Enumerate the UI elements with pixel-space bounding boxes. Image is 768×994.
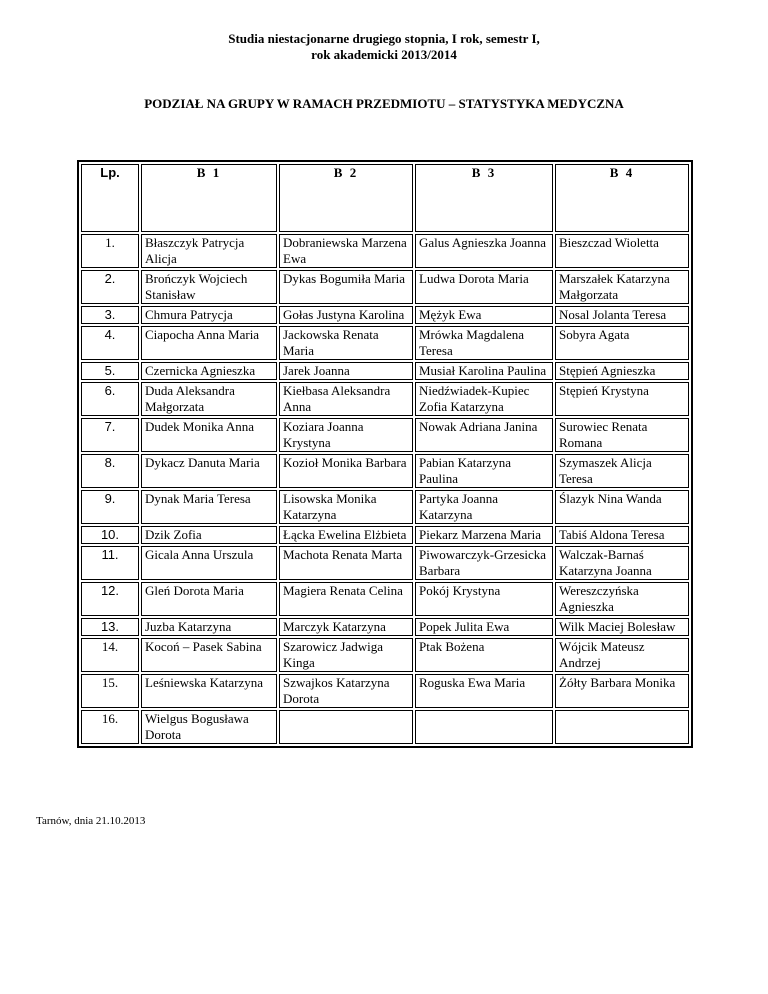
table-row	[81, 526, 689, 544]
group-b1-cell: Leśniewska Katarzyna	[141, 674, 277, 708]
row-number: 16.	[81, 710, 139, 744]
group-b2-cell: Dykas Bogumiła Maria	[279, 270, 413, 304]
group-b3-cell: Popek Julita Ewa	[415, 618, 553, 636]
group-b3-cell: Galus Agnieszka Joanna	[415, 234, 553, 268]
group-b4-cell: Nosal Jolanta Teresa	[555, 306, 689, 324]
group-b4-cell: Marszałek Katarzyna Małgorzata	[555, 270, 689, 304]
group-b3-cell: Pabian Katarzyna Paulina	[415, 454, 553, 488]
document-subtitle: PODZIAŁ NA GRUPY W RAMACH PRZEDMIOTU – STATYSTYKA MEDYCZNA	[144, 96, 624, 111]
group-b1-cell: Błaszczyk Patrycja Alicja	[141, 234, 277, 268]
row-number: 10.	[81, 526, 139, 544]
group-b2-cell: Kozioł Monika Barbara	[279, 454, 413, 488]
table-row	[81, 582, 689, 616]
row-number: 7.	[81, 418, 139, 452]
row-number: 2.	[81, 270, 139, 304]
table-row	[81, 382, 689, 416]
group-b1-cell: Ciapocha Anna Maria	[141, 326, 277, 360]
row-number: 11.	[81, 546, 139, 580]
column-header-b3: B 3	[415, 164, 553, 232]
group-b2-cell: Jackowska Renata Maria	[279, 326, 413, 360]
group-b3-cell: Pokój Krystyna	[415, 582, 553, 616]
table-header-row	[81, 164, 689, 232]
column-header-b4: B 4	[555, 164, 689, 232]
footer-date: Tarnów, dnia 21.10.2013	[36, 815, 146, 827]
group-b2-cell: Lisowska Monika Katarzyna	[279, 490, 413, 524]
group-b1-cell: Gicala Anna Urszula	[141, 546, 277, 580]
group-b3-cell: Ptak Bożena	[415, 638, 553, 672]
row-number: 13.	[81, 618, 139, 636]
group-b4-cell: Wilk Maciej Bolesław	[555, 618, 689, 636]
group-b1-cell: Dynak Maria Teresa	[141, 490, 277, 524]
group-b3-cell: Musiał Karolina Paulina	[415, 362, 553, 380]
group-b2-cell: Marczyk Katarzyna	[279, 618, 413, 636]
group-b2-cell: Szarowicz Jadwiga Kinga	[279, 638, 413, 672]
group-b2-cell: Dobraniewska Marzena Ewa	[279, 234, 413, 268]
group-b2-cell: Magiera Renata Celina	[279, 582, 413, 616]
table-row	[81, 418, 689, 452]
group-b1-cell: Dudek Monika Anna	[141, 418, 277, 452]
row-number: 4.	[81, 326, 139, 360]
group-b1-cell: Wielgus Bogusława Dorota	[141, 710, 277, 744]
column-header-lp: Lp.	[81, 164, 139, 232]
group-b1-cell: Brończyk Wojciech Stanisław	[141, 270, 277, 304]
group-b4-cell: Ślazyk Nina Wanda	[555, 490, 689, 524]
table-row	[81, 326, 689, 360]
group-b1-cell: Dykacz Danuta Maria	[141, 454, 277, 488]
document-header	[0, 31, 768, 63]
group-b1-cell: Dzik Zofia	[141, 526, 277, 544]
header-line-2: rok akademicki 2013/2014	[311, 47, 457, 62]
group-b2-cell: Koziara Joanna Krystyna	[279, 418, 413, 452]
group-b3-cell: Mężyk Ewa	[415, 306, 553, 324]
group-b4-cell: Żółty Barbara Monika	[555, 674, 689, 708]
group-b1-cell: Gleń Dorota Maria	[141, 582, 277, 616]
group-b3-cell: Partyka Joanna Katarzyna	[415, 490, 553, 524]
table-row	[81, 454, 689, 488]
group-b4-cell	[555, 710, 689, 744]
group-b2-cell: Gołas Justyna Karolina	[279, 306, 413, 324]
table-row	[81, 674, 689, 708]
row-number: 3.	[81, 306, 139, 324]
table-row	[81, 638, 689, 672]
group-b4-cell: Surowiec Renata Romana	[555, 418, 689, 452]
row-number: 8.	[81, 454, 139, 488]
group-b2-cell: Machota Renata Marta	[279, 546, 413, 580]
group-b4-cell: Stępień Krystyna	[555, 382, 689, 416]
group-b1-cell: Czernicka Agnieszka	[141, 362, 277, 380]
group-b4-cell: Szymaszek Alicja Teresa	[555, 454, 689, 488]
column-header-b1: B 1	[141, 164, 277, 232]
group-b1-cell: Duda Aleksandra Małgorzata	[141, 382, 277, 416]
group-b2-cell: Kiełbasa Aleksandra Anna	[279, 382, 413, 416]
group-b2-cell: Szwajkos Katarzyna Dorota	[279, 674, 413, 708]
group-b1-cell: Juzba Katarzyna	[141, 618, 277, 636]
group-b1-cell: Kocoń – Pasek Sabina	[141, 638, 277, 672]
group-b4-cell: Tabiś Aldona Teresa	[555, 526, 689, 544]
table-row	[81, 362, 689, 380]
group-b3-cell	[415, 710, 553, 744]
group-b2-cell: Łącka Ewelina Elżbieta	[279, 526, 413, 544]
table-row	[81, 710, 689, 744]
group-b3-cell: Nowak Adriana Janina	[415, 418, 553, 452]
row-number: 5.	[81, 362, 139, 380]
row-number: 6.	[81, 382, 139, 416]
group-b3-cell: Niedźwiadek-Kupiec Zofia Katarzyna	[415, 382, 553, 416]
row-number: 15.	[81, 674, 139, 708]
group-b4-cell: Bieszczad Wioletta	[555, 234, 689, 268]
table-row	[81, 234, 689, 268]
table-row	[81, 546, 689, 580]
group-b2-cell: Jarek Joanna	[279, 362, 413, 380]
group-b3-cell: Roguska Ewa Maria	[415, 674, 553, 708]
row-number: 12.	[81, 582, 139, 616]
table-row	[81, 490, 689, 524]
table-row	[81, 270, 689, 304]
row-number: 1.	[81, 234, 139, 268]
groups-table	[77, 160, 693, 748]
group-b4-cell: Stępień Agnieszka	[555, 362, 689, 380]
group-b4-cell: Sobyra Agata	[555, 326, 689, 360]
column-header-b2: B 2	[279, 164, 413, 232]
group-b3-cell: Piwowarczyk-Grzesicka Barbara	[415, 546, 553, 580]
row-number: 9.	[81, 490, 139, 524]
table-row	[81, 618, 689, 636]
group-b4-cell: Wereszczyńska Agnieszka	[555, 582, 689, 616]
group-b2-cell	[279, 710, 413, 744]
group-b4-cell: Walczak-Barnaś Katarzyna Joanna	[555, 546, 689, 580]
group-b3-cell: Ludwa Dorota Maria	[415, 270, 553, 304]
group-b3-cell: Piekarz Marzena Maria	[415, 526, 553, 544]
group-b4-cell: Wójcik Mateusz Andrzej	[555, 638, 689, 672]
group-b3-cell: Mrówka Magdalena Teresa	[415, 326, 553, 360]
row-number: 14.	[81, 638, 139, 672]
group-b1-cell: Chmura Patrycja	[141, 306, 277, 324]
header-line-1: Studia niestacjonarne drugiego stopnia, I rok, semestr I,	[228, 31, 540, 46]
table-row	[81, 306, 689, 324]
